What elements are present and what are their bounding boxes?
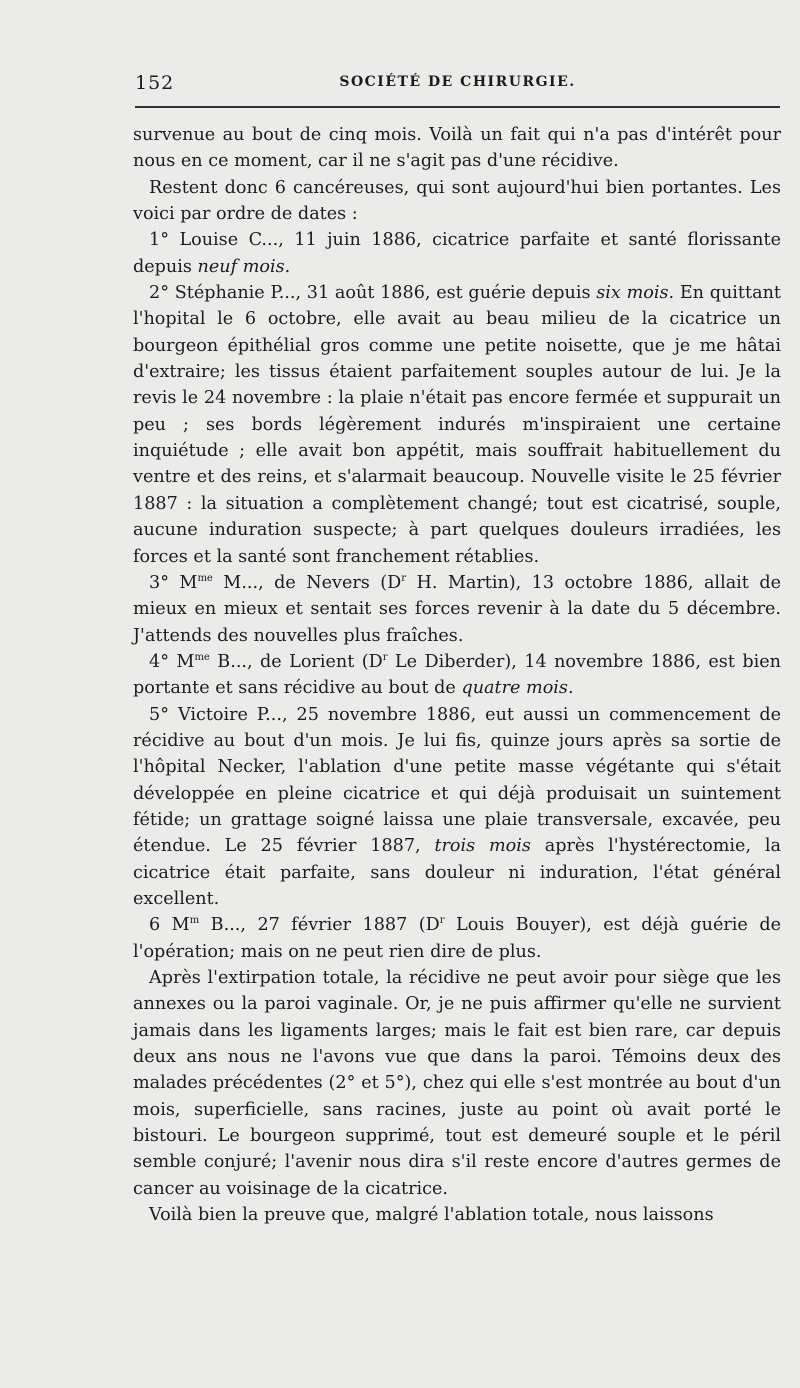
paragraph bbox=[133, 912, 781, 965]
paragraph bbox=[133, 227, 781, 280]
page-header bbox=[135, 72, 780, 96]
paragraph-text: H. Martin), 13 octobre 1886, allait de mieux en mieux et sentait ses forces revenir à la date du 5 décembre. J'attends des nouvelles plus fraîches. bbox=[133, 572, 781, 646]
paragraph bbox=[133, 175, 781, 228]
italic-text: six mois. bbox=[596, 283, 675, 304]
paragraph-text: Voilà bien la preuve que, malgré l'ablation totale, nous laissons bbox=[149, 1205, 714, 1226]
paragraph-text: 6 M bbox=[149, 915, 190, 936]
paragraph-text: B..., 27 février 1887 (D bbox=[199, 915, 440, 936]
paragraph-text: 3° M bbox=[149, 572, 198, 593]
paragraph-text: M..., de Nevers (D bbox=[212, 572, 402, 593]
paragraph-text: 2° Stéphanie P..., 31 août 1886, est guérie depuis bbox=[149, 283, 597, 304]
paragraph-text: Le Diberder), 14 novembre 1886, est bien portante et sans récidive au bout de bbox=[133, 651, 781, 699]
superscript: me bbox=[194, 652, 210, 664]
running-title: SOCIÉTÉ DE CHIRURGIE. bbox=[339, 74, 576, 90]
paragraph-text: Restent donc 6 cancéreuses, qui sont aujourd'hui bien portantes. Les voici par ordre de dates : bbox=[133, 177, 781, 225]
superscript: r bbox=[382, 652, 388, 664]
superscript: m bbox=[189, 915, 200, 927]
paragraph-text: B..., de Lorient (D bbox=[209, 651, 383, 672]
paragraph-text: 5° Victoire P..., 25 novembre 1886, eut aussi un commencement de récidive au bout d'un mois. Je lui fis, quinze jours après sa sortie de l'hôpital Necker, l'ablation d'une petite masse végétante qui s'était développée en pleine cicatrice et qui déjà produisait un suintement fétide; un grattage soigné laissa une plaie transversale, excavée, peu étendue. Le 25 février 1887, bbox=[133, 704, 781, 857]
paragraph bbox=[133, 965, 781, 1202]
header-rule bbox=[135, 106, 780, 108]
paragraph bbox=[133, 649, 781, 702]
paragraph-text: Louis Bouyer), est déjà guérie de l'opération; mais on ne peut rien dire de plus. bbox=[133, 915, 781, 962]
paragraph bbox=[133, 570, 781, 649]
paragraph-text: survenue au bout de cinq mois. Voilà un fait qui n'a pas d'intérêt pour nous en ce moment, car il ne s'agit pas d'une récidive. bbox=[133, 125, 781, 172]
paragraph-text: 4° M bbox=[149, 651, 195, 672]
body-text bbox=[133, 122, 781, 1228]
italic-text: trois mois bbox=[434, 836, 531, 857]
paragraph bbox=[133, 1202, 781, 1228]
paragraph bbox=[133, 702, 781, 913]
paragraph-text: 1° Louise C..., 11 juin 1886, cicatrice parfaite et santé florissante depuis bbox=[133, 230, 781, 277]
paragraph bbox=[133, 280, 781, 570]
italic-text: quatre mois. bbox=[461, 678, 574, 699]
paragraph-text: après l'hystérectomie, la cicatrice était parfaite, sans douleur ni induration, l'état général excellent. bbox=[133, 836, 781, 909]
paragraph bbox=[133, 122, 781, 175]
page-number: 152 bbox=[135, 72, 175, 94]
italic-text: neuf mois. bbox=[197, 256, 291, 277]
superscript: me bbox=[197, 572, 213, 584]
superscript: r bbox=[439, 915, 445, 927]
paragraph-text: En quittant l'hopital le 6 octobre, elle avait au beau milieu de la cicatrice un bourgeon épithélial gros comme une petite noisette, que je me hâtai d'extraire; les tissus étaient parfaitement souples autour de lui. Je la revis le 24 novembre : la plaie n'était pas encore fermée et suppurait un peu ; ses bords légèrement indurés m'inspiraient une certaine inquiétude ; elle avait bon appétit, mais souffrait habituellement du ventre et des reins, et s'alarmait beaucoup. Nouvelle visite le 25 février 1887 : la situation a complètement changé; tout est cicatrisé, souple, aucune induration suspecte; à part quelques douleurs irradiées, les forces et la santé sont franchement rétablies. bbox=[133, 283, 781, 567]
paragraph-text: Après l'extirpation totale, la récidive ne peut avoir pour siège que les annexes ou la paroi vaginale. Or, je ne puis affirmer qu'elle ne survient jamais dans les ligaments larges; mais le fait est bien rare, car depuis deux ans nous ne l'avons vue que dans la paroi. Témoins deux des malades précédentes (2° et 5°), chez qui elle s'est montrée au bout d'un mois, superficielle, sans racines, juste au point où avait porté le bistouri. Le bourgeon supprimé, tout est demeuré souple et le péril semble conjuré; l'avenir nous dira s'il reste encore d'autres germes de cancer au voisinage de la cicatrice. bbox=[133, 968, 781, 1199]
superscript: r bbox=[401, 572, 407, 584]
